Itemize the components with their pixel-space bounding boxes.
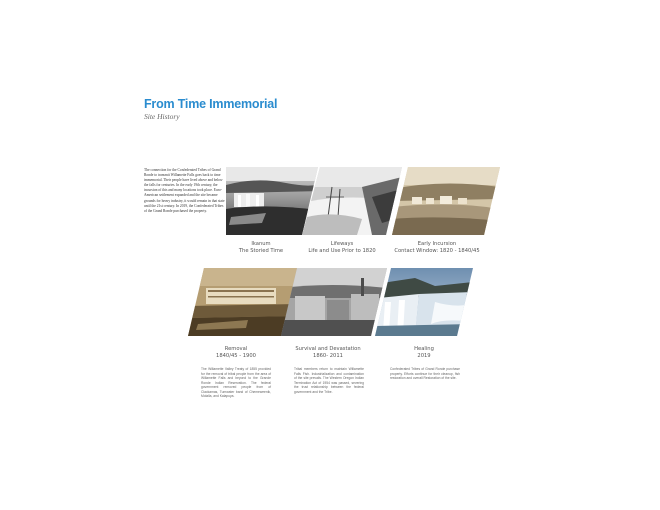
page-title: From Time Immemorial: [144, 97, 278, 111]
caption-title: Removal: [224, 346, 248, 352]
caption-subtitle: 1840/45 - 1900: [216, 352, 256, 359]
caption-title: Lifeways: [330, 241, 354, 247]
caption-title: Early Incursion: [417, 241, 457, 247]
caption-subtitle: 2019: [417, 352, 431, 359]
falls-today-image: [375, 268, 473, 336]
caption-title: Survival and Devastation: [295, 346, 361, 352]
caption-healing: [364, 346, 484, 359]
riverside-settlement-image: [392, 167, 492, 235]
fishing-scaffold-image: [302, 167, 402, 235]
caption-subtitle: Life and Use Prior to 1820: [308, 247, 376, 254]
survival-description: Tribal members return to maintain Willamette Falls Fish. Industrialization and contamination of the site prevails. The Western Oregon Indian Termination Act of 1954 was passed, severing the trust relationship between the federal government and the Tribe.: [294, 367, 364, 394]
caption-subtitle: 1860- 2011: [313, 352, 343, 359]
removal-description: The Willamette Valley Treaty of 1855 provided for the removal of tribal people from the area of Willamette Falls and beyond to the Grande Ronde Indian Reservation. The federal government removed people from of Clackamas, Tumwater band of Chemeweenik, Molalla, and Kalapuya.: [201, 367, 271, 398]
caption-subtitle: Contact Window: 1820 - 1840/45: [394, 247, 480, 254]
industrial-mill-image: [281, 268, 387, 336]
caption-title: Healing: [414, 346, 434, 352]
healing-description: Confederated Tribes of Grand Ronde purchase property. Efforts continue for their cleanup, fish restoration and overall Restoration of the site.: [390, 367, 460, 380]
page-subtitle: Site History: [144, 112, 180, 121]
caption-title: Ikanum: [251, 241, 271, 247]
caption-subtitle: The Storied Time: [238, 247, 284, 254]
intro-paragraph: The connection for the Confederated Tribes of Grand Ronde to transmit Willamette Falls goes back to time immemorial. Their people have lived above and below the falls for centuries. In the early 19th century, the incursion of this and many locations took place. Euro-American settlement expanded and the site became grounds for heavy industry, it would remain in that state until the 21st century. In 2019, the Confederated Tribes of the Grand Ronde purchased the property.: [144, 168, 225, 213]
caption-early-incursion: [377, 241, 497, 254]
